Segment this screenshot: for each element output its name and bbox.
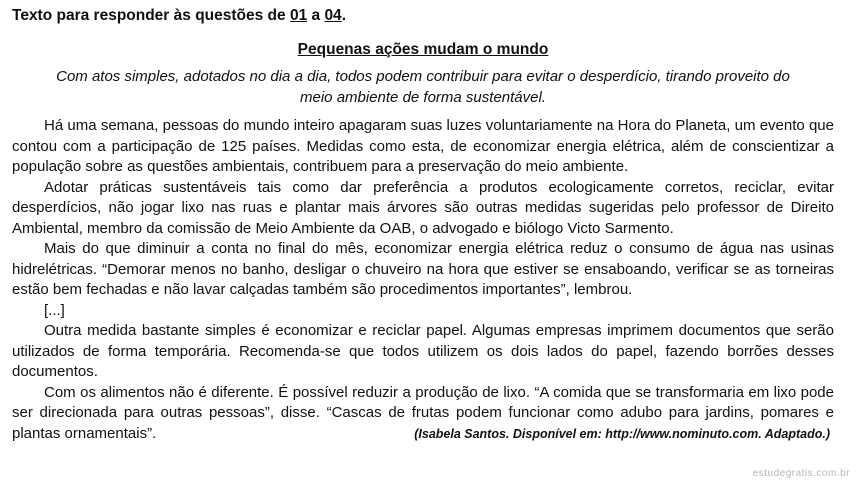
heading-text: Texto para responder às questões de [12, 7, 290, 24]
heading-connector: a [307, 7, 325, 24]
watermark: estudegratis.com.br [752, 468, 850, 479]
article-title: Pequenas ações mudam o mundo [297, 41, 549, 58]
paragraph-3: Mais do que diminuir a conta no final do mês, economizar energia elétrica reduz o consumo de água nas usinas hidrelétricas. “Demorar menos no banho, desligar o chuveiro na hora que estiver se ensaboando, verificar se as torneiras estão bem fechadas e não lavar calçadas também são procedimentos importantes”, lembrou. [12, 240, 834, 298]
paragraph-5 [12, 383, 834, 445]
paragraph-1: Há uma semana, pessoas do mundo inteiro apagaram suas luzes voluntariamente na Hora do Planeta, um evento que contou com a participação de 125 países. Medidas como esta, de economizar energia elétrica, além de conscientizar a população sobre as questões ambientais, contribuem para a preservação do meio ambiente. [12, 117, 834, 175]
article-body [12, 116, 834, 444]
heading-number-to: 04 [324, 7, 342, 24]
omission-marker: [...] [44, 301, 65, 319]
article-subtitle: Com atos simples, adotados no dia a dia, todos podem contribuir para evitar o desperdício, tirando proveito do meio ambiente de forma sustentável. [56, 68, 790, 106]
paragraph-4: Outra medida bastante simples é economizar e reciclar papel. Algumas empresas imprimem documentos que serão utilizados de forma temporária. Recomenda-se que todos utilizem os dois lados do papel, fazendo borrões desses documentos. [12, 322, 834, 380]
question-heading [12, 6, 834, 26]
paragraph-5-text: Com os alimentos não é diferente. É possível reduzir a produção de lixo. “A comida que se transformaria em lixo pode ser direcionada para outras pessoas”, disse. “Cascas de frutas podem funcionar como adubo para jardins, pomares e plantas ornamentais”. [12, 383, 834, 442]
source-citation: (Isabela Santos. Disponível em: http://www.nominuto.com. Adaptado.) [414, 426, 830, 441]
heading-number-from: 01 [289, 7, 308, 24]
document [12, 6, 834, 444]
heading-suffix: . [341, 7, 346, 24]
paragraph-2: Adotar práticas sustentáveis tais como dar preferência a produtos ecologicamente corretos, reciclar, evitar desperdícios, não jogar lixo nas ruas e plantar mais árvores são outras medidas sugeridas pelo professor de Direito Ambiental, membro da comissão de Meio Ambiente da OAB, o advogado e biólogo Victo Sarmento. [12, 178, 834, 237]
